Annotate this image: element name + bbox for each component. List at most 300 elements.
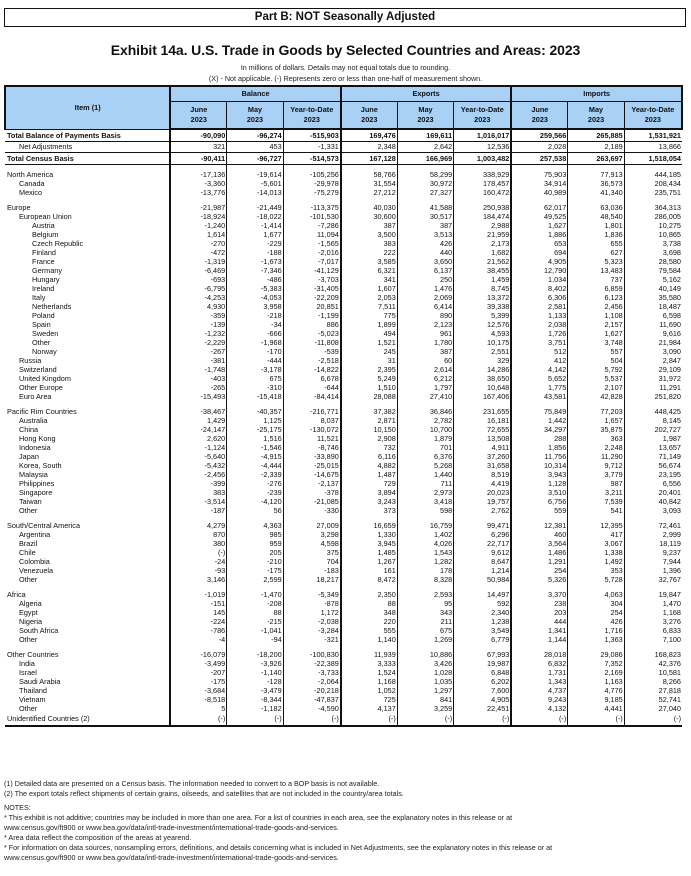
exports-may-value: 1,282 (397, 557, 453, 566)
imports-ytd-value: 168,823 (624, 650, 682, 659)
exports-may-value: 169,611 (397, 129, 453, 142)
imports-may-value: 4,441 (568, 704, 624, 713)
table-row (5, 470, 682, 479)
balance-june-value: 145 (170, 608, 226, 617)
balance-may-value: -96,727 (227, 153, 283, 165)
imports-june-value: 1,886 (511, 230, 567, 239)
exports-ytd-value: 178,457 (454, 179, 512, 188)
exports-june-value: 30,600 (341, 212, 397, 221)
table-row (5, 347, 682, 356)
balance-may-value: -96,274 (227, 129, 283, 142)
row-label: Other (32, 337, 51, 347)
exports-may-value: 1,402 (397, 530, 453, 539)
balance-ytd-value: -7,286 (283, 221, 341, 230)
imports-may-value: 9,712 (568, 461, 624, 470)
exports-ytd-value: 184,474 (454, 212, 512, 221)
imports-may-value: 627 (568, 248, 624, 257)
imports-may-value: 77,203 (568, 407, 624, 416)
table-row (5, 266, 682, 275)
balance-may-value: 4,363 (227, 521, 283, 530)
row-label: China (19, 424, 39, 434)
row-label: Germany (32, 265, 63, 275)
row-label: Malaysia (19, 469, 48, 479)
imports-june-value: 694 (511, 248, 567, 257)
imports-ytd-value: 23,195 (624, 470, 682, 479)
exports-ytd-value: 37,260 (454, 452, 512, 461)
imports-may-value: 1,163 (568, 677, 624, 686)
balance-june-value: (-) (170, 713, 226, 726)
imports-june-value: 1,341 (511, 626, 567, 635)
table-row (5, 617, 682, 626)
imports-june-header (511, 101, 567, 129)
table-row (5, 677, 682, 686)
imports-ytd-value: 21,984 (624, 338, 682, 347)
balance-ytd-value: -4,590 (283, 704, 341, 713)
row-label: Sweden (32, 328, 59, 338)
row-label: Netherlands (32, 301, 72, 311)
exports-june-value: 1,510 (341, 383, 397, 392)
imports-june-value: 1,291 (511, 557, 567, 566)
table-row (5, 153, 682, 165)
balance-ytd-value: 704 (283, 557, 341, 566)
balance-ytd-value: (-) (283, 713, 341, 726)
exports-ytd-value: 3,549 (454, 626, 512, 635)
imports-ytd-value: 27,818 (624, 686, 682, 695)
balance-may-value: -215 (227, 617, 283, 626)
table-row (5, 497, 682, 506)
balance-june-value: -17,136 (170, 170, 226, 179)
imports-ytd-value: 18,487 (624, 302, 682, 311)
exports-june-value: 1,052 (341, 686, 397, 695)
exports-ytd-value: 2,173 (454, 239, 512, 248)
row-label: Other Europe (19, 382, 63, 392)
balance-may-value: 205 (227, 548, 283, 557)
exports-june-value: 220 (341, 617, 397, 626)
exports-ytd-value: 5,399 (454, 311, 512, 320)
balance-ytd-value: -100,830 (283, 650, 341, 659)
exports-june-value: 1,330 (341, 530, 397, 539)
period-year: 2023 (531, 114, 548, 124)
balance-may-value: 1,677 (227, 230, 283, 239)
imports-ytd-value: 6,598 (624, 311, 682, 320)
table-row (5, 293, 682, 302)
imports-may-value: 1,108 (568, 311, 624, 320)
imports-ytd-value: 3,738 (624, 239, 682, 248)
imports-ytd-value: 79,584 (624, 266, 682, 275)
row-label: Japan (19, 451, 39, 461)
exports-ytd-value: 10,175 (454, 338, 512, 347)
row-label: Israel (19, 667, 37, 677)
imports-may-value: 504 (568, 356, 624, 365)
balance-ytd-value: -514,573 (283, 153, 341, 165)
balance-ytd-value: 4,598 (283, 539, 341, 548)
balance-ytd-value: -22,209 (283, 293, 341, 302)
exports-june-value: 4,882 (341, 461, 397, 470)
exports-ytd-value: 99,471 (454, 521, 512, 530)
exports-may-value: 6,376 (397, 452, 453, 461)
imports-ytd-value: 11,690 (624, 320, 682, 329)
row-label: Austria (32, 220, 55, 230)
exports-ytd-value: 67,993 (454, 650, 512, 659)
row-label: Norway (32, 346, 57, 356)
balance-ytd-value: -1,565 (283, 239, 341, 248)
imports-may-value: 11,290 (568, 452, 624, 461)
exports-june-value: 7,511 (341, 302, 397, 311)
exports-may-value: 2,069 (397, 293, 453, 302)
balance-ytd-value: -3,703 (283, 275, 341, 284)
row-label: Singapore (19, 487, 53, 497)
table-row (5, 302, 682, 311)
imports-may-value: 1,716 (568, 626, 624, 635)
balance-ytd-value: -31,405 (283, 284, 341, 293)
balance-may-value: -4,915 (227, 452, 283, 461)
exports-may-value: 890 (397, 311, 453, 320)
period-year: 2023 (644, 114, 661, 124)
table-row (5, 566, 682, 575)
exports-may-value: 1,780 (397, 338, 453, 347)
imports-june-value: 28,018 (511, 650, 567, 659)
exports-ytd-value: 6,848 (454, 668, 512, 677)
table-row (5, 713, 682, 726)
row-label: South Africa (19, 625, 59, 635)
imports-june-value: 1,775 (511, 383, 567, 392)
exports-june-value: 387 (341, 221, 397, 230)
table-row (5, 479, 682, 488)
balance-ytd-value: -515,903 (283, 129, 341, 142)
imports-ytd-value: 1,987 (624, 434, 682, 443)
exports-ytd-value: 2,551 (454, 347, 512, 356)
row-label: India (19, 658, 35, 668)
exports-ytd-value: 1,682 (454, 248, 512, 257)
balance-ytd-value: -183 (283, 566, 341, 575)
imports-june-value: 6,306 (511, 293, 567, 302)
exports-may-value: 3,259 (397, 704, 453, 713)
exports-ytd-value: 19,757 (454, 497, 512, 506)
balance-june-value: -187 (170, 506, 226, 515)
balance-may-value: -210 (227, 557, 283, 566)
balance-ytd-value: -14,822 (283, 365, 341, 374)
balance-ytd-value: -216,771 (283, 407, 341, 416)
balance-june-value: -16,079 (170, 650, 226, 659)
imports-ytd-value: 20,401 (624, 488, 682, 497)
exports-june-value: 2,053 (341, 293, 397, 302)
row-label: Hong Kong (19, 433, 56, 443)
exports-ytd-value: 7,600 (454, 686, 512, 695)
imports-may-value: 2,456 (568, 302, 624, 311)
balance-may-value: -5,383 (227, 284, 283, 293)
balance-june-value: -6,795 (170, 284, 226, 293)
table-row (5, 521, 682, 530)
exports-ytd-value: 13,508 (454, 434, 512, 443)
balance-ytd-value: -101,530 (283, 212, 341, 221)
balance-may-value: -1,414 (227, 221, 283, 230)
imports-ytd-value: 2,999 (624, 530, 682, 539)
table-row (5, 239, 682, 248)
balance-ytd-value: -1,199 (283, 311, 341, 320)
exports-june-value: 725 (341, 695, 397, 704)
exports-june-value: 3,894 (341, 488, 397, 497)
exports-may-value: 1,797 (397, 383, 453, 392)
balance-june-value: -18,924 (170, 212, 226, 221)
period-year: 2023 (303, 114, 320, 124)
balance-may-value: -1,968 (227, 338, 283, 347)
imports-ytd-value: 235,751 (624, 188, 682, 197)
balance-june-value: -15,493 (170, 392, 226, 401)
balance-may-value: -5,601 (227, 179, 283, 188)
exports-may-value: 30,972 (397, 179, 453, 188)
exports-ytd-value: 22,717 (454, 539, 512, 548)
exports-may-value: 27,327 (397, 188, 453, 197)
exports-ytd-value: 9,612 (454, 548, 512, 557)
exports-june-value: 2,871 (341, 416, 397, 425)
exports-may-header (397, 101, 453, 129)
exports-ytd-value: 4,419 (454, 479, 512, 488)
exports-ytd-value: 231,655 (454, 407, 512, 416)
exports-may-value: 166,969 (397, 153, 453, 165)
imports-may-value: 254 (568, 608, 624, 617)
exports-june-value: 169,476 (341, 129, 397, 142)
exports-ytd-value: 592 (454, 599, 512, 608)
exports-ytd-value: 12,576 (454, 320, 512, 329)
imports-ytd-value: 42,376 (624, 659, 682, 668)
imports-may-value: 353 (568, 566, 624, 575)
imports-may-value: 12,395 (568, 521, 624, 530)
imports-june-value: 6,832 (511, 659, 567, 668)
table-row (5, 203, 682, 212)
exports-may-value: 6,212 (397, 374, 453, 383)
exports-ytd-value: 31,658 (454, 461, 512, 470)
balance-ytd-value: 20,851 (283, 302, 341, 311)
exports-june-value: 37,382 (341, 407, 397, 416)
imports-june-value: 2,038 (511, 320, 567, 329)
row-label: Spain (32, 319, 51, 329)
balance-ytd-value: -2,137 (283, 479, 341, 488)
exports-ytd-header (454, 101, 512, 129)
imports-june-value: 238 (511, 599, 567, 608)
imports-ytd-header (624, 101, 682, 129)
exports-june-value: 1,524 (341, 668, 397, 677)
imports-may-value: 6,123 (568, 293, 624, 302)
table-row (5, 557, 682, 566)
balance-june-value: -1,748 (170, 365, 226, 374)
exports-ytd-value: 8,647 (454, 557, 512, 566)
imports-ytd-value: 6,556 (624, 479, 682, 488)
note-line: www.census.gov/ft900 or www.bea.gov/data/intl-trade-investment/international-trade-goods-and-services. (4, 853, 339, 862)
balance-ytd-value: -3,284 (283, 626, 341, 635)
table-row (5, 338, 682, 347)
table-row (5, 392, 682, 401)
balance-june-value: -5,432 (170, 461, 226, 470)
balance-june-value: -693 (170, 275, 226, 284)
exports-june-value: 16,659 (341, 521, 397, 530)
period-label: May (588, 104, 604, 114)
exports-may-value: 6,414 (397, 302, 453, 311)
imports-may-value: 417 (568, 530, 624, 539)
balance-ytd-value: 375 (283, 548, 341, 557)
balance-ytd-value: -47,837 (283, 695, 341, 704)
table-row (5, 383, 682, 392)
row-label: Colombia (19, 556, 50, 566)
imports-may-value: 3,211 (568, 488, 624, 497)
imports-ytd-value: 6,833 (624, 626, 682, 635)
imports-june-value: 254 (511, 566, 567, 575)
exports-may-value: 16,759 (397, 521, 453, 530)
imports-ytd-value: 444,185 (624, 170, 682, 179)
balance-may-value: -18,200 (227, 650, 283, 659)
exports-may-value: 675 (397, 626, 453, 635)
exports-may-value: 1,297 (397, 686, 453, 695)
balance-may-value: -1,546 (227, 443, 283, 452)
exports-may-value: 41,588 (397, 203, 453, 212)
exports-may-value: 10,886 (397, 650, 453, 659)
balance-ytd-value: 886 (283, 320, 341, 329)
balance-may-value: -21,449 (227, 203, 283, 212)
imports-ytd-value: 251,820 (624, 392, 682, 401)
row-label: Hungary (32, 274, 60, 284)
exports-may-value: 1,035 (397, 677, 453, 686)
imports-may-value: 557 (568, 347, 624, 356)
balance-may-value: 985 (227, 530, 283, 539)
balance-june-value: -265 (170, 383, 226, 392)
exports-june-value: 28,088 (341, 392, 397, 401)
row-label: Chile (19, 547, 36, 557)
imports-ytd-value: 40,149 (624, 284, 682, 293)
row-label: Saudi Arabia (19, 676, 61, 686)
balance-may-value: -4,120 (227, 497, 283, 506)
balance-may-value: -8,344 (227, 695, 283, 704)
balance-may-value: -3,926 (227, 659, 283, 668)
balance-june-value: -381 (170, 356, 226, 365)
footnote-2: (2) The export totals reflect shipments of certain grains, oilseeds, and satellites that are not included in the country/area totals. (4, 789, 404, 798)
balance-may-value: -276 (227, 479, 283, 488)
balance-june-value: -1,240 (170, 221, 226, 230)
balance-june-value: -472 (170, 248, 226, 257)
imports-ytd-value: 208,434 (624, 179, 682, 188)
table-row (5, 539, 682, 548)
exports-june-value: 1,487 (341, 470, 397, 479)
imports-may-value: 5,537 (568, 374, 624, 383)
note-line: www.census.gov/ft900 or www.bea.gov/data/intl-trade-investment/international-trade-goods-and-services. (4, 823, 339, 832)
imports-may-value: 5,323 (568, 257, 624, 266)
imports-may-value: 5,792 (568, 365, 624, 374)
row-label: Russia (19, 355, 42, 365)
exports-may-value: 2,614 (397, 365, 453, 374)
balance-june-value: 870 (170, 530, 226, 539)
balance-june-value: -93 (170, 566, 226, 575)
imports-june-value: 75,903 (511, 170, 567, 179)
imports-ytd-value: 1,396 (624, 566, 682, 575)
balance-ytd-value: -539 (283, 347, 341, 356)
balance-june-value: -403 (170, 374, 226, 383)
balance-june-value: (-) (170, 548, 226, 557)
imports-ytd-value: 71,149 (624, 452, 682, 461)
imports-may-value: 541 (568, 506, 624, 515)
balance-may-value: -218 (227, 311, 283, 320)
table-row (5, 668, 682, 677)
imports-june-value: 1,627 (511, 221, 567, 230)
exports-may-value: 1,028 (397, 668, 453, 677)
table-row (5, 650, 682, 659)
imports-june-value: (-) (511, 713, 567, 726)
imports-june-value: 1,731 (511, 668, 567, 677)
imports-june-value: 9,243 (511, 695, 567, 704)
imports-june-value: 1,144 (511, 635, 567, 644)
exports-june-value: 31,554 (341, 179, 397, 188)
balance-june-value: 5 (170, 704, 226, 713)
exports-may-value: 1,879 (397, 434, 453, 443)
imports-ytd-value: 286,005 (624, 212, 682, 221)
balance-ytd-value: -84,414 (283, 392, 341, 401)
balance-ytd-value: -2,518 (283, 356, 341, 365)
imports-may-value: 737 (568, 275, 624, 284)
exports-may-value: 1,269 (397, 635, 453, 644)
balance-may-value: -25,175 (227, 425, 283, 434)
balance-ytd-value: -105,256 (283, 170, 341, 179)
exports-ytd-value: 1,016,017 (454, 129, 512, 142)
balance-june-value: 383 (170, 488, 226, 497)
imports-ytd-value: 9,616 (624, 329, 682, 338)
imports-may-value: 5,728 (568, 575, 624, 584)
balance-ytd-header (283, 101, 341, 129)
balance-ytd-value: -8,746 (283, 443, 341, 452)
imports-june-value: 1,726 (511, 329, 567, 338)
period-label: June (190, 104, 208, 114)
balance-june-value: -1,319 (170, 257, 226, 266)
imports-may-value: 265,885 (568, 129, 624, 142)
exports-june-value: 6,321 (341, 266, 397, 275)
exports-ytd-value: (-) (454, 713, 512, 726)
imports-june-value: 4,737 (511, 686, 567, 695)
balance-june-value: -3,499 (170, 659, 226, 668)
imports-ytd-value: 7,944 (624, 557, 682, 566)
balance-june-value: 4,930 (170, 302, 226, 311)
exports-may-value: 2,123 (397, 320, 453, 329)
exports-ytd-value: 250,938 (454, 203, 512, 212)
exports-ytd-value: 6,296 (454, 530, 512, 539)
exports-june-value: 1,168 (341, 677, 397, 686)
row-label: European Union (19, 211, 72, 221)
balance-june-value: 380 (170, 539, 226, 548)
exports-may-value: 27,410 (397, 392, 453, 401)
exports-june-header (341, 101, 397, 129)
imports-ytd-value: 18,119 (624, 539, 682, 548)
imports-ytd-value: 2,847 (624, 356, 682, 365)
balance-may-value: -18,022 (227, 212, 283, 221)
balance-ytd-value: -25,015 (283, 461, 341, 470)
balance-may-value: -1,470 (227, 590, 283, 599)
imports-june-value: 4,132 (511, 704, 567, 713)
imports-may-value: 41,340 (568, 188, 624, 197)
imports-ytd-value: 19,847 (624, 590, 682, 599)
subtitle-legend: (X) - Not applicable. (-) Represents zero or less than one-half of measurement shown. (208, 74, 483, 83)
exports-june-value: 3,243 (341, 497, 397, 506)
imports-may-value: 363 (568, 434, 624, 443)
balance-ytd-value: -33,890 (283, 452, 341, 461)
exports-may-value: 4,026 (397, 539, 453, 548)
exports-june-value: 373 (341, 506, 397, 515)
balance-ytd-value: -22,389 (283, 659, 341, 668)
exports-ytd-value: 4,905 (454, 695, 512, 704)
row-label: Czech Republic (32, 238, 84, 248)
exports-ytd-value: 14,497 (454, 590, 512, 599)
imports-may-value: 35,875 (568, 425, 624, 434)
exports-june-value: 27,212 (341, 188, 397, 197)
exports-may-value: 58,299 (397, 170, 453, 179)
row-label: Egypt (19, 607, 38, 617)
imports-may-value: 7,352 (568, 659, 624, 668)
row-label: Argentina (19, 529, 51, 539)
balance-may-header (227, 101, 283, 129)
